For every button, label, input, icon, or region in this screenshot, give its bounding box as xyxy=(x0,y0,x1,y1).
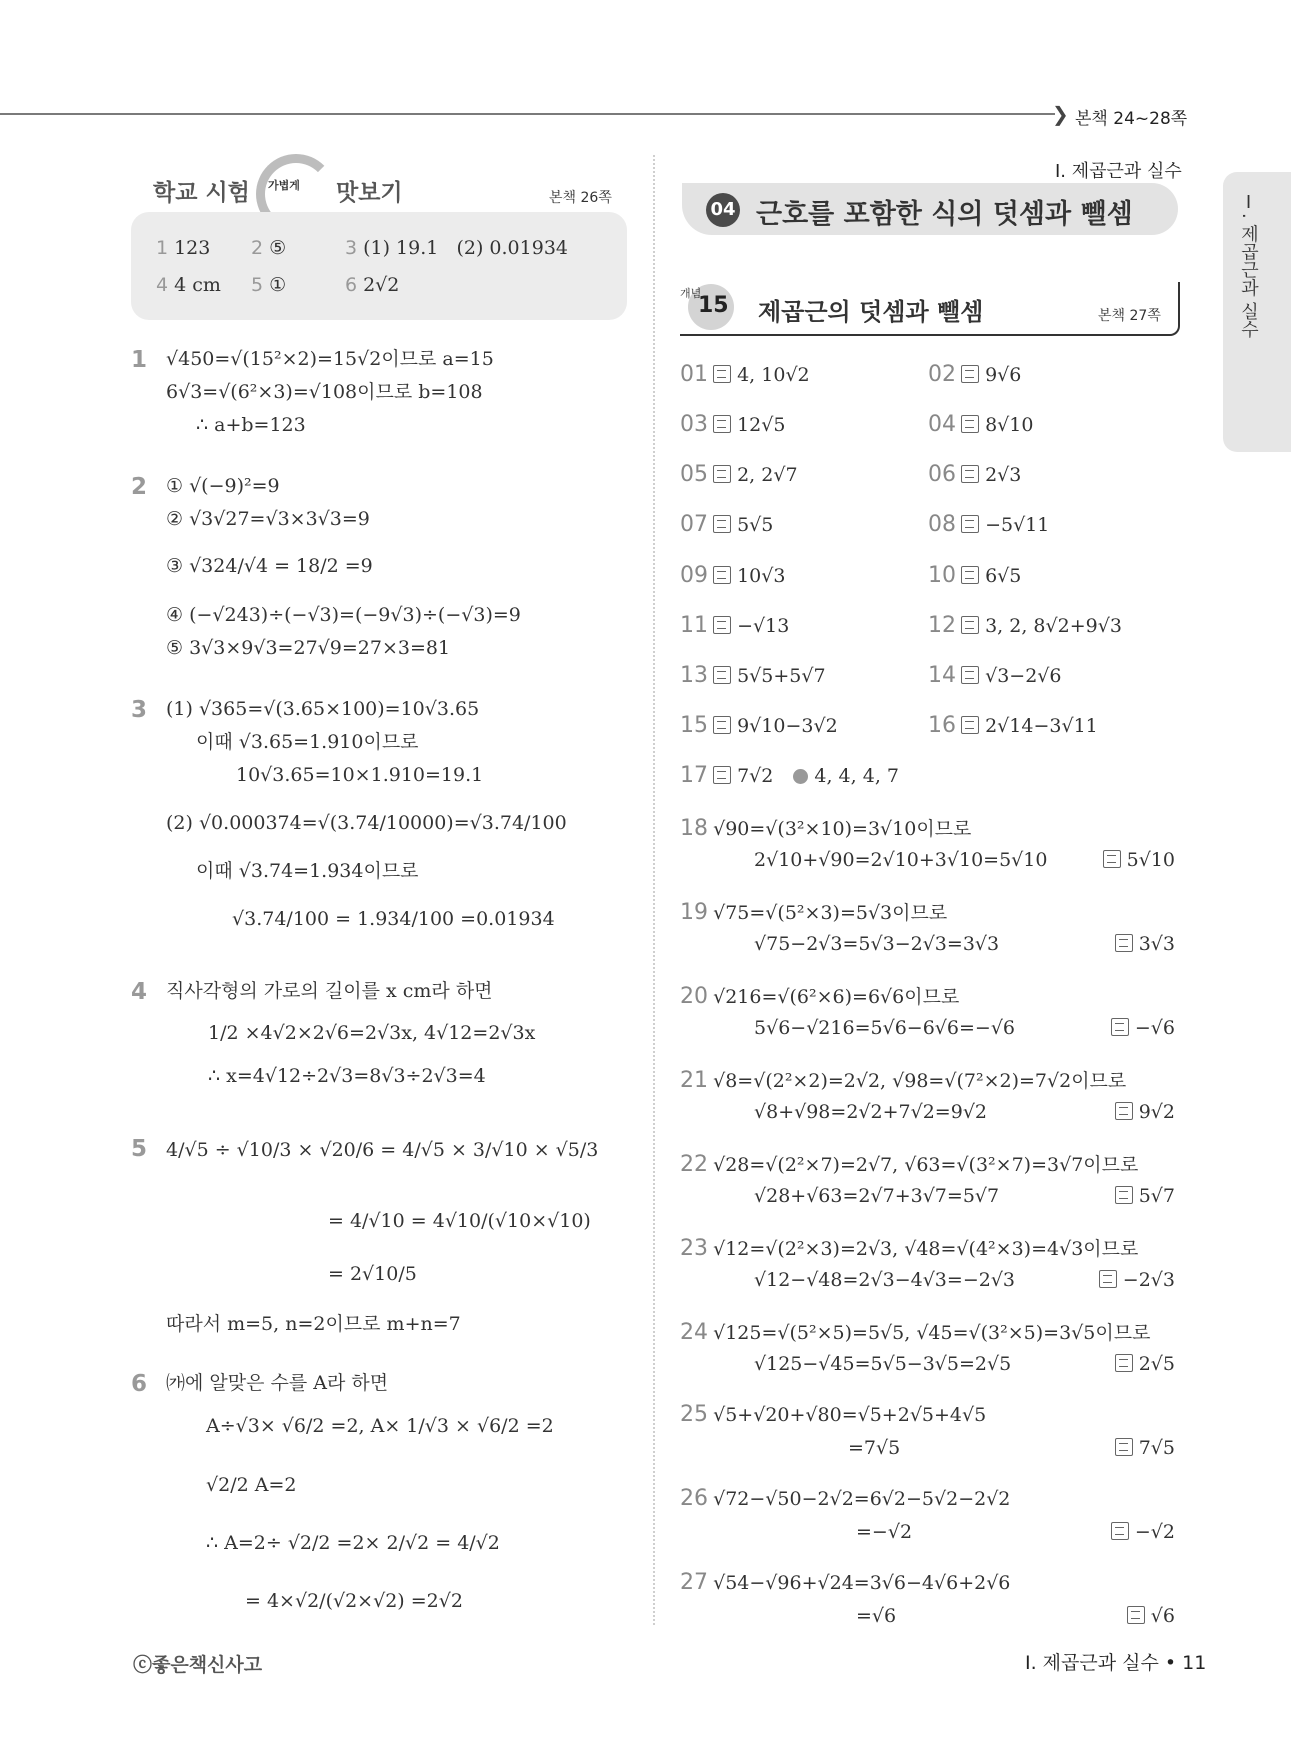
solution-item: 25 √5+√20+√80=√5+2√5+4√5 xyxy=(680,1402,987,1427)
solution-line: = 2√10/5 xyxy=(328,1263,417,1285)
header-rule xyxy=(0,113,1055,115)
final-answer: √6 xyxy=(1127,1605,1175,1627)
answer-item: 17 7√2 4, 4, 4, 7 xyxy=(680,763,899,788)
solution-item: 26 √72−√50−2√2=6√2−5√2−2√2 xyxy=(680,1486,1011,1511)
final-answer: 2√5 xyxy=(1115,1353,1175,1375)
problem-number: 3 xyxy=(131,697,148,723)
final-answer: 7√5 xyxy=(1115,1437,1175,1459)
solution-line: 5√6−√216=5√6−6√6=−√6 xyxy=(754,1017,1016,1039)
quiz-ref: 본책 26쪽 xyxy=(549,190,612,206)
problem-number: 2 xyxy=(131,474,148,500)
solution-line: ∴ A=2÷ √2/2 =2× 2/√2 = 4/√2 xyxy=(206,1532,500,1554)
page-range: 본책 24~28쪽 xyxy=(1075,109,1188,129)
chapter-heading: Ⅰ. 제곱근과 실수 xyxy=(1055,161,1182,182)
section-title: 근호를 포함한 식의 덧셈과 뺄셈 xyxy=(756,199,1133,230)
answer-icon xyxy=(1115,934,1133,952)
solution-line: = 4/√10 = 4√10/(√10×√10) xyxy=(328,1210,591,1232)
solution-line: 2√10+√90=2√10+3√10=5√10 xyxy=(754,849,1048,871)
quiz-title-a: 학교 시험 xyxy=(153,180,250,206)
pencil-icon xyxy=(793,769,808,784)
answer-item: 08 −5√11 xyxy=(928,512,1050,537)
solution-line: ③ √324/√4 = 18/2 =9 xyxy=(166,555,373,577)
solution-line: (1) √365=√(3.65×100)=10√3.65 xyxy=(166,698,480,720)
solution-item: 24 √125=√(5²×5)=5√5, √45=√(3²×5)=3√5이므로 xyxy=(680,1320,1151,1345)
answer-icon xyxy=(961,515,979,533)
concept-ref: 본책 27쪽 xyxy=(1098,308,1161,324)
solution-line: √125−√45=5√5−3√5=2√5 xyxy=(754,1353,1012,1375)
solution-line: √450=√(15²×2)=15√2이므로 a=15 xyxy=(166,348,494,370)
answer-icon xyxy=(713,716,731,734)
final-answer: −√6 xyxy=(1111,1017,1175,1039)
concept-number: 15 xyxy=(698,293,729,318)
solution-line: 4/√5 ÷ √10/3 × √20/6 = 4/√5 × 3/√10 × √5/3 xyxy=(166,1139,599,1161)
answer-item: 12 3, 2, 8√2+9√3 xyxy=(928,613,1122,638)
chapter-tab-label: Ⅰ. 제곱근과 실수 xyxy=(1238,192,1259,339)
answer-item: 14 √3−2√6 xyxy=(928,663,1062,688)
answer-icon xyxy=(961,415,979,433)
solution-line: 1/2 ×4√2×2√6=2√3x, 4√12=2√3x xyxy=(208,1022,536,1044)
answer-item: 01 4, 10√2 xyxy=(680,362,810,387)
solution-line: ∴ a+b=123 xyxy=(196,414,306,436)
problem-number: 6 xyxy=(131,1371,148,1397)
answer-icon xyxy=(713,365,731,383)
answer-icon xyxy=(1099,1270,1117,1288)
final-answer: −√2 xyxy=(1111,1521,1175,1543)
answer-icon xyxy=(961,566,979,584)
answer-item: 05 2, 2√7 xyxy=(680,462,798,487)
quiz-answer: 5 ① xyxy=(251,274,287,296)
answer-item: 03 12√5 xyxy=(680,412,786,437)
solution-line: 6√3=√(6²×3)=√108이므로 b=108 xyxy=(166,381,483,403)
solution-line: =−√2 xyxy=(856,1521,913,1543)
answer-icon xyxy=(961,365,979,383)
answer-icon xyxy=(961,716,979,734)
quiz-answer-box xyxy=(131,212,627,320)
answer-item: 04 8√10 xyxy=(928,412,1034,437)
solution-line: 이때 √3.65=1.910이므로 xyxy=(196,731,419,753)
quiz-answer: 4 4 cm xyxy=(156,274,221,296)
answer-icon xyxy=(713,415,731,433)
answer-icon xyxy=(713,566,731,584)
quiz-answer: 6 2√2 xyxy=(345,274,400,296)
solution-line: ① √(−9)²=9 xyxy=(166,475,280,497)
answer-icon xyxy=(713,666,731,684)
answer-item: 07 5√5 xyxy=(680,512,774,537)
quiz-answer: 2 ⑤ xyxy=(251,237,287,259)
concept-label: 개념 xyxy=(680,287,702,300)
solution-line: 이때 √3.74=1.934이므로 xyxy=(196,860,419,882)
publisher-logo: ⓒ좋은책신사고 xyxy=(133,1654,263,1676)
solution-line: √12−√48=2√3−4√3=−2√3 xyxy=(754,1269,1016,1291)
solution-line: = 4×√2/(√2×√2) =2√2 xyxy=(245,1590,463,1612)
problem-number: 5 xyxy=(131,1136,148,1162)
solution-line: √28+√63=2√7+3√7=5√7 xyxy=(754,1185,1000,1207)
page-number: Ⅰ. 제곱근과 실수 • 11 xyxy=(1025,1652,1207,1674)
solution-line: √8+√98=2√2+7√2=9√2 xyxy=(754,1101,988,1123)
answer-icon xyxy=(1115,1102,1133,1120)
solution-item: 22 √28=√(2²×7)=2√7, √63=√(3²×7)=3√7이므로 xyxy=(680,1152,1139,1177)
solution-line: A÷√3× √6/2 =2, A× 1/√3 × √6/2 =2 xyxy=(206,1415,554,1437)
answer-item: 06 2√3 xyxy=(928,462,1022,487)
answer-item: 15 9√10−3√2 xyxy=(680,713,838,738)
solution-line: 직사각형의 가로의 길이를 x cm라 하면 xyxy=(166,980,493,1002)
answer-icon xyxy=(713,515,731,533)
problem-number: 1 xyxy=(131,347,148,373)
chevron-right-icon: ❯ xyxy=(1052,102,1069,126)
final-answer: 5√10 xyxy=(1103,849,1175,871)
solution-line: (2) √0.000374=√(3.74/10000)=√3.74/100 xyxy=(166,812,567,834)
final-answer: −2√3 xyxy=(1099,1269,1175,1291)
answer-icon xyxy=(713,766,731,784)
answer-icon xyxy=(1115,1438,1133,1456)
answer-icon xyxy=(961,666,979,684)
answer-item: 11 −√13 xyxy=(680,613,790,638)
quiz-answer: 1 123 xyxy=(156,237,211,259)
column-divider xyxy=(653,155,655,1625)
solution-line: √2/2 A=2 xyxy=(206,1474,297,1496)
answer-item: 13 5√5+5√7 xyxy=(680,663,826,688)
final-answer: 5√7 xyxy=(1115,1185,1175,1207)
solution-item: 21 √8=√(2²×2)=2√2, √98=√(7²×2)=7√2이므로 xyxy=(680,1068,1127,1093)
solution-line: ∴ x=4√12÷2√3=8√3÷2√3=4 xyxy=(208,1065,486,1087)
final-answer: 9√2 xyxy=(1115,1101,1175,1123)
answer-icon xyxy=(1111,1522,1129,1540)
quiz-answer: 3 (1) 19.1 (2) 0.01934 xyxy=(345,237,568,259)
solution-line: 따라서 m=5, n=2이므로 m+n=7 xyxy=(166,1313,461,1335)
concept-title: 제곱근의 덧셈과 뺄셈 xyxy=(758,298,984,326)
ring-label: 가볍게 xyxy=(268,179,300,192)
quiz-title-b: 맛보기 xyxy=(336,180,403,206)
solution-line: =√6 xyxy=(856,1605,897,1627)
answer-icon xyxy=(1103,850,1121,868)
problem-number: 4 xyxy=(131,979,148,1005)
answer-icon xyxy=(961,465,979,483)
solution-line: ㈎에 알맞은 수를 A라 하면 xyxy=(166,1372,389,1394)
answer-icon xyxy=(713,616,731,634)
answer-icon xyxy=(961,616,979,634)
answer-item: 10 6√5 xyxy=(928,563,1022,588)
answer-icon xyxy=(713,465,731,483)
final-answer: 3√3 xyxy=(1115,933,1175,955)
solution-line: ⑤ 3√3×9√3=27√9=27×3=81 xyxy=(166,637,451,659)
solution-item: 23 √12=√(2²×3)=2√3, √48=√(4²×3)=4√3이므로 xyxy=(680,1236,1139,1261)
answer-icon xyxy=(1115,1186,1133,1204)
solution-line: =7√5 xyxy=(848,1437,901,1459)
solution-line: √3.74/100 = 1.934/100 =0.01934 xyxy=(232,908,555,930)
solution-line: 10√3.65=10×1.910=19.1 xyxy=(236,764,484,786)
section-badge: 04 xyxy=(706,193,740,227)
answer-item: 02 9√6 xyxy=(928,362,1022,387)
solution-line: √75−2√3=5√3−2√3=3√3 xyxy=(754,933,1000,955)
solution-item: 20 √216=√(6²×6)=6√6이므로 xyxy=(680,984,960,1009)
solution-item: 27 √54−√96+√24=3√6−4√6+2√6 xyxy=(680,1570,1011,1595)
answer-icon xyxy=(1127,1606,1145,1624)
solution-item: 18 √90=√(3²×10)=3√10이므로 xyxy=(680,816,972,841)
answer-item: 16 2√14−3√11 xyxy=(928,713,1098,738)
solution-item: 19 √75=√(5²×3)=5√3이므로 xyxy=(680,900,948,925)
answer-icon xyxy=(1115,1354,1133,1372)
answer-icon xyxy=(1111,1018,1129,1036)
solution-line: ② √3√27=√3×3√3=9 xyxy=(166,508,370,530)
solution-line: ④ (−√243)÷(−√3)=(−9√3)÷(−√3)=9 xyxy=(166,604,521,626)
answer-item: 09 10√3 xyxy=(680,563,786,588)
